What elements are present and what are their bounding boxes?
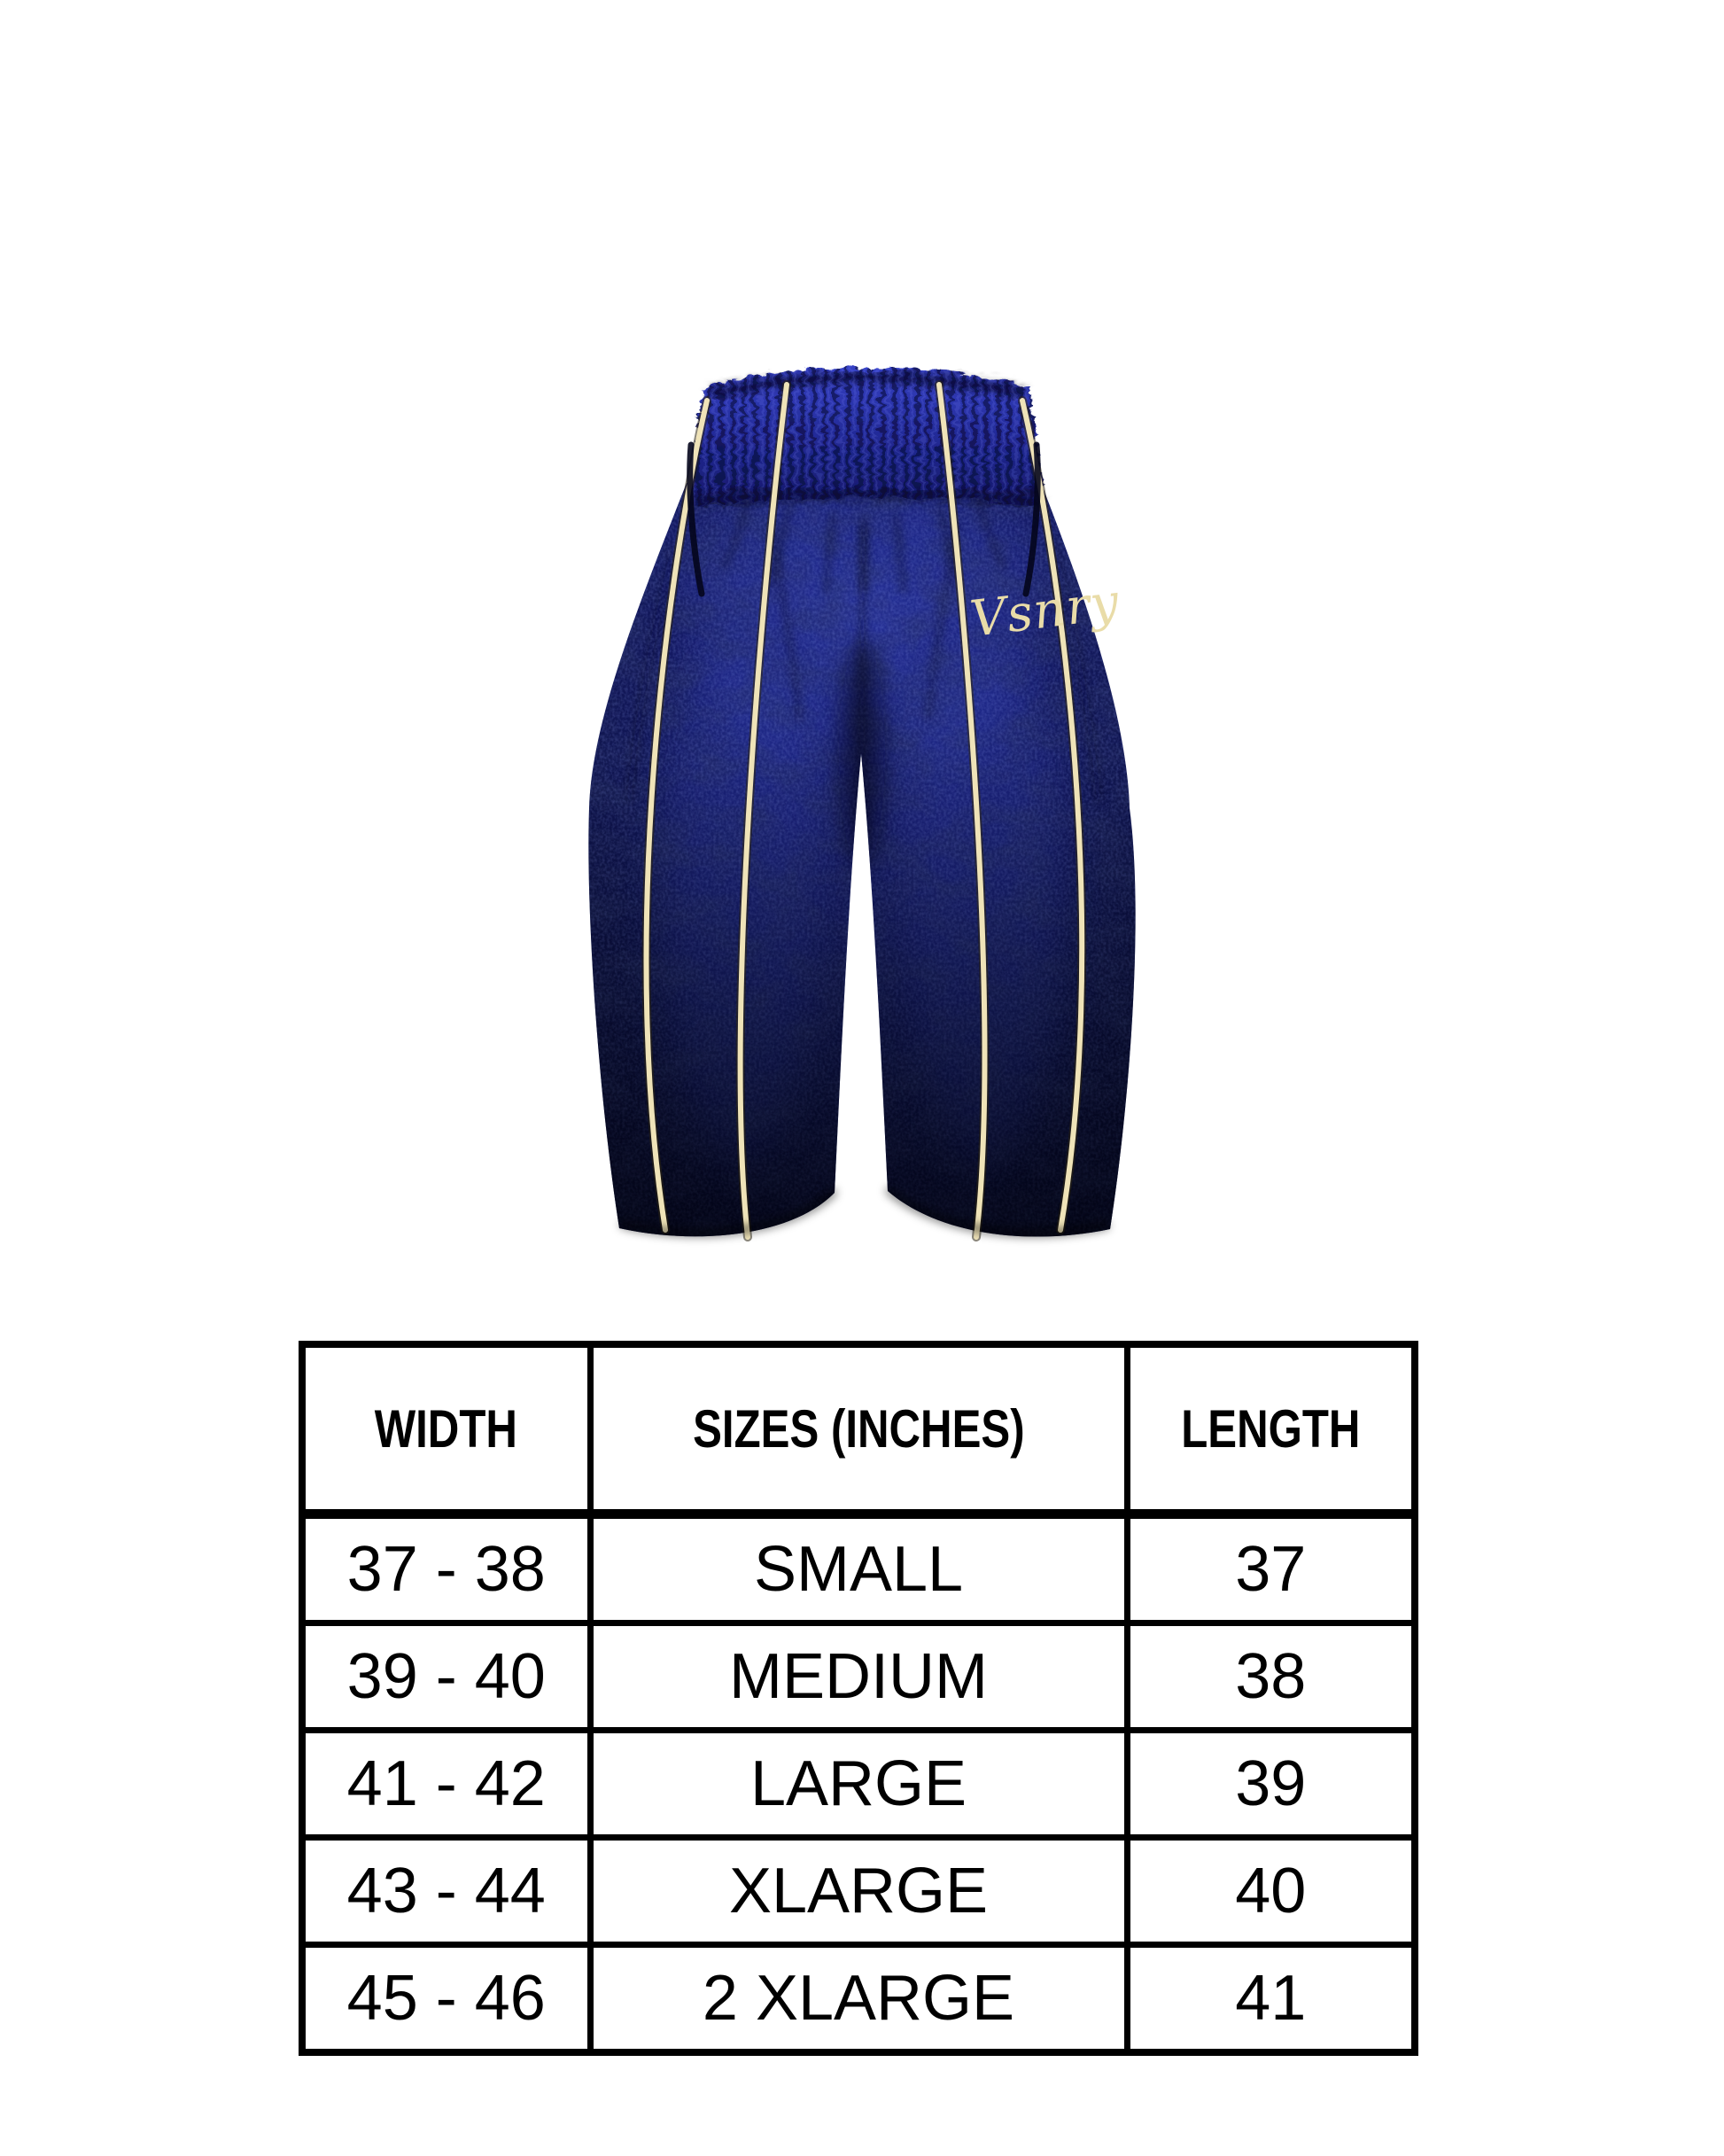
col-header-length: LENGTH: [1127, 1344, 1415, 1514]
size-chart-row-small: [302, 1514, 1415, 1623]
cell-length: 38: [1127, 1623, 1415, 1731]
cell-width: 37 - 38: [302, 1514, 590, 1623]
size-chart-row-xlarge: [302, 1838, 1415, 1945]
product-image: [567, 337, 1152, 1285]
cell-size: 2 XLARGE: [590, 1945, 1127, 2053]
cell-size: SMALL: [590, 1514, 1127, 1623]
sweatpants-graphic: [567, 337, 1152, 1285]
size-chart-row-2xlarge: [302, 1945, 1415, 2053]
cell-width: 39 - 40: [302, 1623, 590, 1731]
cell-length: 39: [1127, 1731, 1415, 1838]
size-chart-table: [299, 1341, 1418, 2056]
size-chart-header-row: [302, 1344, 1415, 1514]
cell-length: 40: [1127, 1838, 1415, 1945]
cell-length: 37: [1127, 1514, 1415, 1623]
cell-width: 45 - 46: [302, 1945, 590, 2053]
size-chart-row-large: [302, 1731, 1415, 1838]
cell-width: 43 - 44: [302, 1838, 590, 1945]
cell-size: MEDIUM: [590, 1623, 1127, 1731]
cell-length: 41: [1127, 1945, 1415, 2053]
cell-size: LARGE: [590, 1731, 1127, 1838]
brand-logo-text: Vsnry: [967, 572, 1123, 649]
cell-size: XLARGE: [590, 1838, 1127, 1945]
col-header-width: WIDTH: [302, 1344, 590, 1514]
col-header-sizes: SIZES (INCHES): [590, 1344, 1127, 1514]
cell-width: 41 - 42: [302, 1731, 590, 1838]
waistband: [685, 365, 1043, 505]
size-chart-row-medium: [302, 1623, 1415, 1731]
